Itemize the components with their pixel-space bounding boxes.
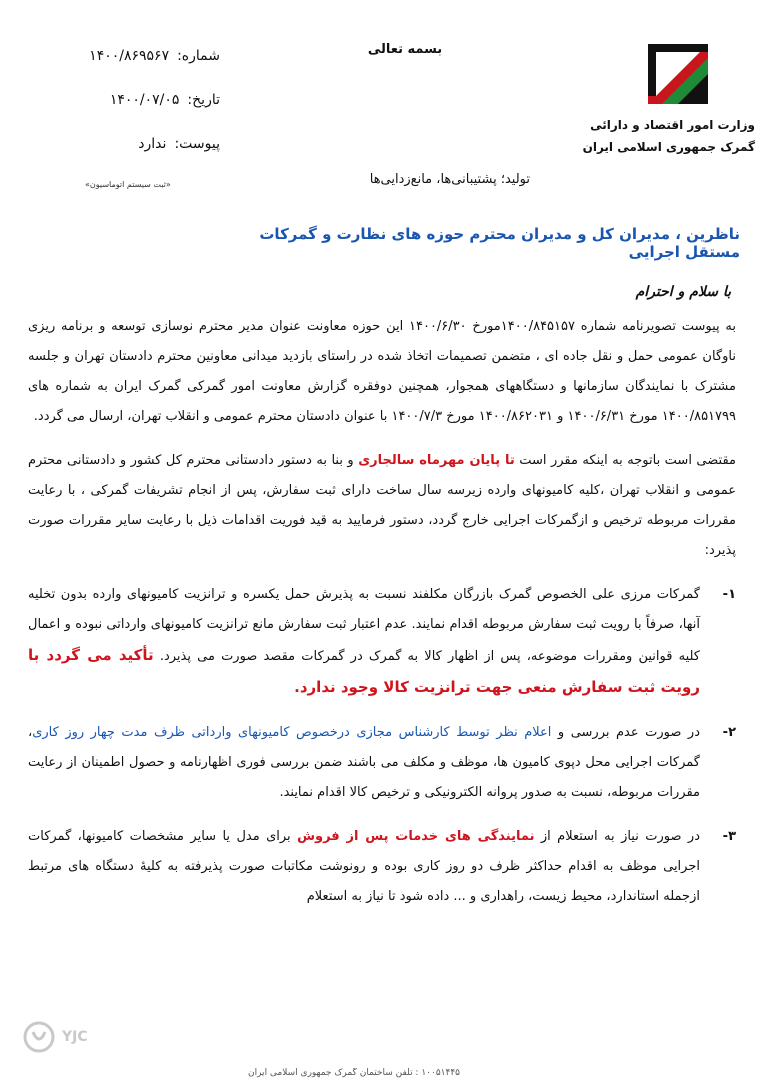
item-3-part1: در صورت نیاز به استعلام از	[534, 829, 700, 844]
meta-number-row	[20, 48, 220, 92]
meta-number-label: شماره:	[177, 48, 220, 64]
meta-attachment-label: پیوست:	[174, 136, 220, 152]
cc-line: تولید؛ پشتیبانی‌ها، مانع‌زدایی‌ها	[369, 172, 530, 187]
organization-name	[583, 114, 755, 158]
meta-attachment-value: ندارد	[138, 136, 167, 152]
paragraph-2-highlight: تا پایان مهرماه سالجاری	[358, 453, 515, 468]
item-1-text: گمرکات مرزی علی الخصوص گمرک بازرگان مکلفند نسبت به پذیرش حمل یکسره و ترانزیت کامیونهای وارده بدون تخلیه آنها، صرفاً با رویت ثبت سفارش مربوطه اقدام نمایند. عدم اعتبار ثبت سفارش مانع ترانزیت کامیونهای وارداتی نبوده و اعمال کلیه قوانین ومقررات موضوعه، پس از اظهار کالا به گمرک در گمرکات مقصد صورت می پذیرد.	[28, 587, 700, 664]
paragraph-2-part1: مقتضی است باتوجه به اینکه مقرر است	[514, 453, 736, 468]
letter-meta	[20, 48, 220, 180]
item-2-part2: ، گمرکات اجرایی محل دپوی کامیون ها، موظف و مکلف می باشند ضمن بررسی فوری اظهارنامه و حصول اطمینان از رعایت مقررات مربوطه، نسبت به صدور پروانه الکترونیکی و ترخیص کالا اقدام نمایند.	[28, 725, 700, 800]
watermark-text: YJC	[62, 1029, 88, 1045]
item-2-blue: اعلام نظر توسط کارشناس مجازی درخصوص کامیونهای وارداتی ظرف مدت چهار روز کاری	[32, 725, 552, 740]
paragraph-2	[28, 446, 736, 566]
item-1-number: ۱-	[722, 587, 736, 602]
org-ministry: وزارت امور اقتصاد و دارائی	[590, 118, 755, 132]
recipients-heading: ناظرین ، مدیران کل و مدیران محترم حوزه های نظارت و گمرکات مستقل اجرایی	[259, 225, 740, 261]
item-2-number: ۲-	[722, 725, 736, 740]
meta-attachment-row	[20, 136, 220, 180]
customs-logo-icon	[640, 36, 716, 112]
salutation: با سلام و احترام	[635, 284, 731, 300]
meta-number-value: ۱۴۰۰/۸۶۹۵۶۷	[89, 48, 170, 64]
yjc-watermark	[22, 1020, 88, 1054]
paragraph-1: به پیوست تصویرنامه شماره ۱۴۰۰/۸۴۵۱۵۷مورخ ۱۴۰۰/۶/۳۰ این حوزه معاونت عنوان مدیر محترم نوسازی توسعه و برنامه ریزی ناوگان عمومی حمل و نقل جاده ای ، متضمن تصمیمات اتخاذ شده در راستای بازدید میدانی معاونین محترم دادستان تهران و جلسه مشترک با نمایندگان سازمانها و دستگاههای همجوار، همچنین دوفقره گزارش معاونت امور گمرکی گمرک ایران به شماره های ۱۴۰۰/۸۵۱۷۹۹ مورخ ۱۴۰۰/۶/۳۱ و ۱۴۰۰/۸۶۲۰۳۱ مورخ ۱۴۰۰/۷/۳ با عنوان دادستان محترم عمومی و انقلاب تهران، ارسال می گردد.	[28, 319, 736, 424]
meta-date-label: تاریخ:	[187, 92, 220, 108]
basmala: بسمه تعالی	[367, 42, 443, 57]
list-item-3	[28, 822, 736, 912]
paragraph-2-part2: و بنا به دستور دادستانی محترم کل کشور و دادستانی محترم عمومی و انقلاب تهران ،کلیه کامیونهای وارده زیرسه سال ساخت دارای ثبت سفارش، پس از انجام تشریفات گمرکی ، با رعایت مقررات مربوطه ترخیص و ازگمرکات اجرایی خارج گردد، دستور فرمایید به قید فوریت اقدامات ذیل با رعایت سایر مقررات صورت پذیرد:	[28, 453, 736, 558]
item-2-part1: در صورت عدم بررسی و	[551, 725, 700, 740]
item-1-highlight: تأکید می گردد با رویت ثبت سفارش منعی جهت ترانزیت کالا وجود ندارد.	[28, 646, 700, 696]
yjc-logo-icon	[22, 1020, 56, 1054]
footer-text: ۱۰۰۵۱۴۴۵ : تلفن ساختمان گمرک جمهوری اسلامی ایران	[247, 1068, 460, 1078]
meta-date-value: ۱۴۰۰/۰۷/۰۵	[109, 92, 180, 108]
org-customs: گمرک جمهوری اسلامی ایران	[582, 140, 755, 154]
list-item-2	[28, 718, 736, 808]
item-3-highlight: نمایندگی های خدمات پس از فروش	[297, 829, 535, 844]
item-3-number: ۳-	[722, 829, 736, 844]
meta-date-row	[20, 92, 220, 136]
letter-body	[28, 312, 736, 926]
list-item-1	[28, 580, 736, 704]
automation-note: «ثبت سیستم اتوماسیون»	[85, 180, 171, 189]
item-3-part2: برای مدل یا سایر مشخصات کامیونها، گمرکات اجرایی موظف به اقدام حداکثر ظرف دو روز کاری بوده و رونوشت مکاتبات صورت پذیرفته به کلیهٔ دستگاه های مرتبط ازجمله استاندارد، محیط زیست، راهداری و ... داده شود تا نیاز به استعلام	[28, 829, 700, 904]
